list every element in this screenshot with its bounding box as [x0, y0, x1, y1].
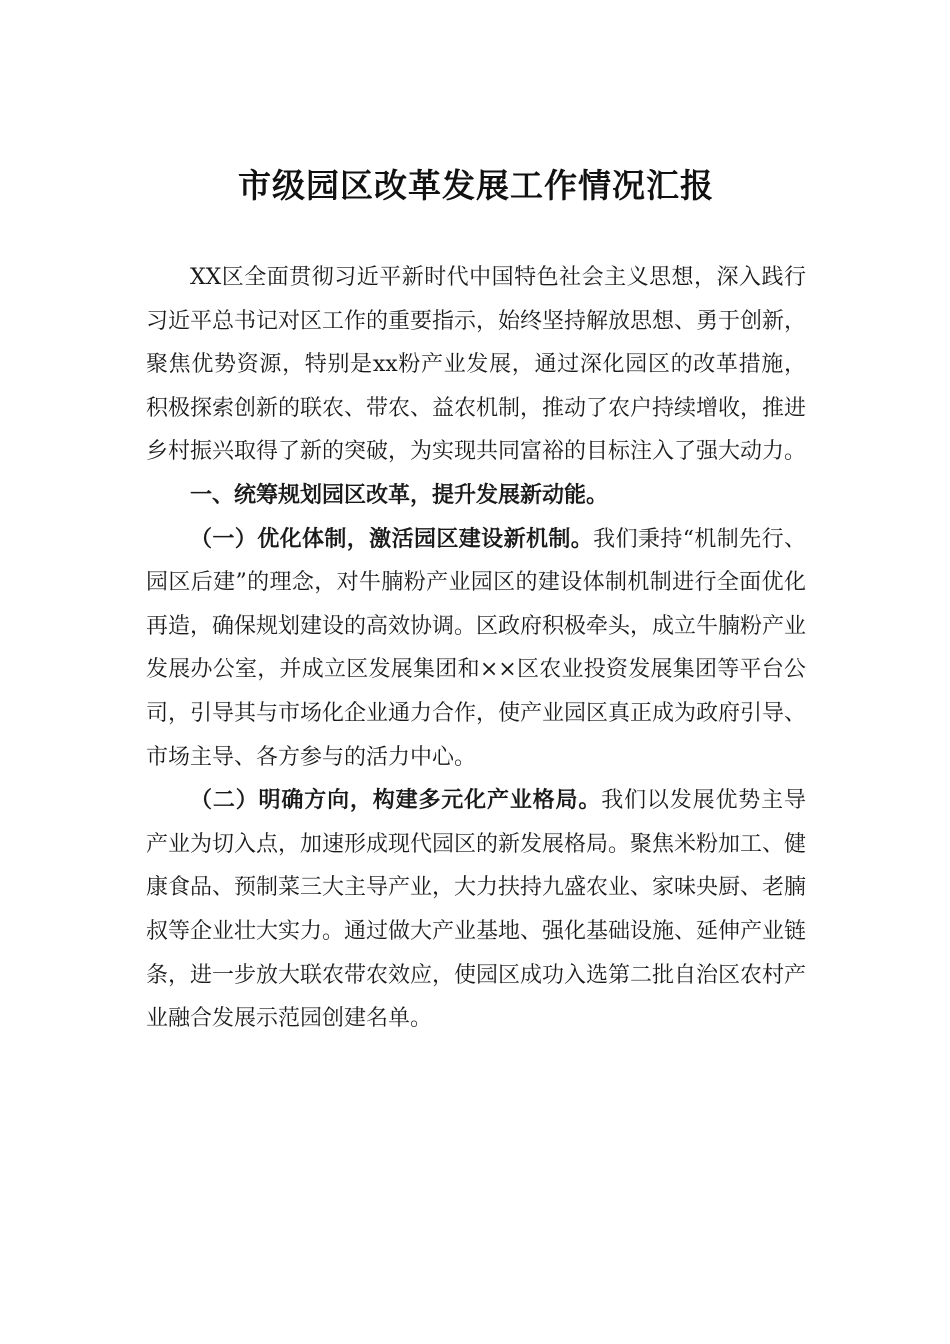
subsection-text-1: 我们秉持“机制先行、园区后建”的理念，对牛腩粉产业园区的建设体制机制进行全面优化再造，确保规划建设的高效协调。区政府积极牵头，成立牛腩粉产业发展办公室，并成立区发展集团和××区农业投资发展集团等平台公司，引导其与市场化企业通力合作，使产业园区真正成为政府引导、市场主导、各方参与的活力中心。: [146, 526, 807, 770]
document-title: 市级园区改革发展工作情况汇报: [238, 166, 714, 205]
intro-paragraph: XX区全面贯彻习近平新时代中国特色社会主义思想，深入践行习近平总书记对区工作的重要指示，始终坚持解放思想、勇于创新，聚焦优势资源，特别是xx粉产业发展，通过深化园区的改革措施，积极探索创新的联农、带农、益农机制，推动了农户持续增收，推进乡村振兴取得了新的突破，为实现共同富裕的目标注入了强大动力。: [146, 265, 807, 465]
document-page: [146, 150, 806, 1041]
subsection-lead-2: （二）明确方向，构建多元化产业格局。: [190, 787, 602, 814]
subsection-paragraph-2: [146, 779, 806, 1041]
subsection-paragraph-1: [146, 518, 806, 780]
subsection-text-2: 我们以发展优势主导产业为切入点，加速形成现代园区的新发展格局。聚焦米粉加工、健康食品、预制菜三大主导产业，大力扶持九盛农业、家味央厨、老腩叔等企业壮大实力。通过做大产业基地、强化基础设施、延伸产业链条，进一步放大联农带农效应，使园区成功入选第二批自治区农村产业融合发展示范园创建名单。: [146, 788, 807, 1032]
subsection-lead-1: （一）优化体制，激活园区建设新机制。: [190, 525, 594, 552]
section-heading-1: 一、统筹规划园区改革，提升发展新动能。: [190, 482, 609, 508]
